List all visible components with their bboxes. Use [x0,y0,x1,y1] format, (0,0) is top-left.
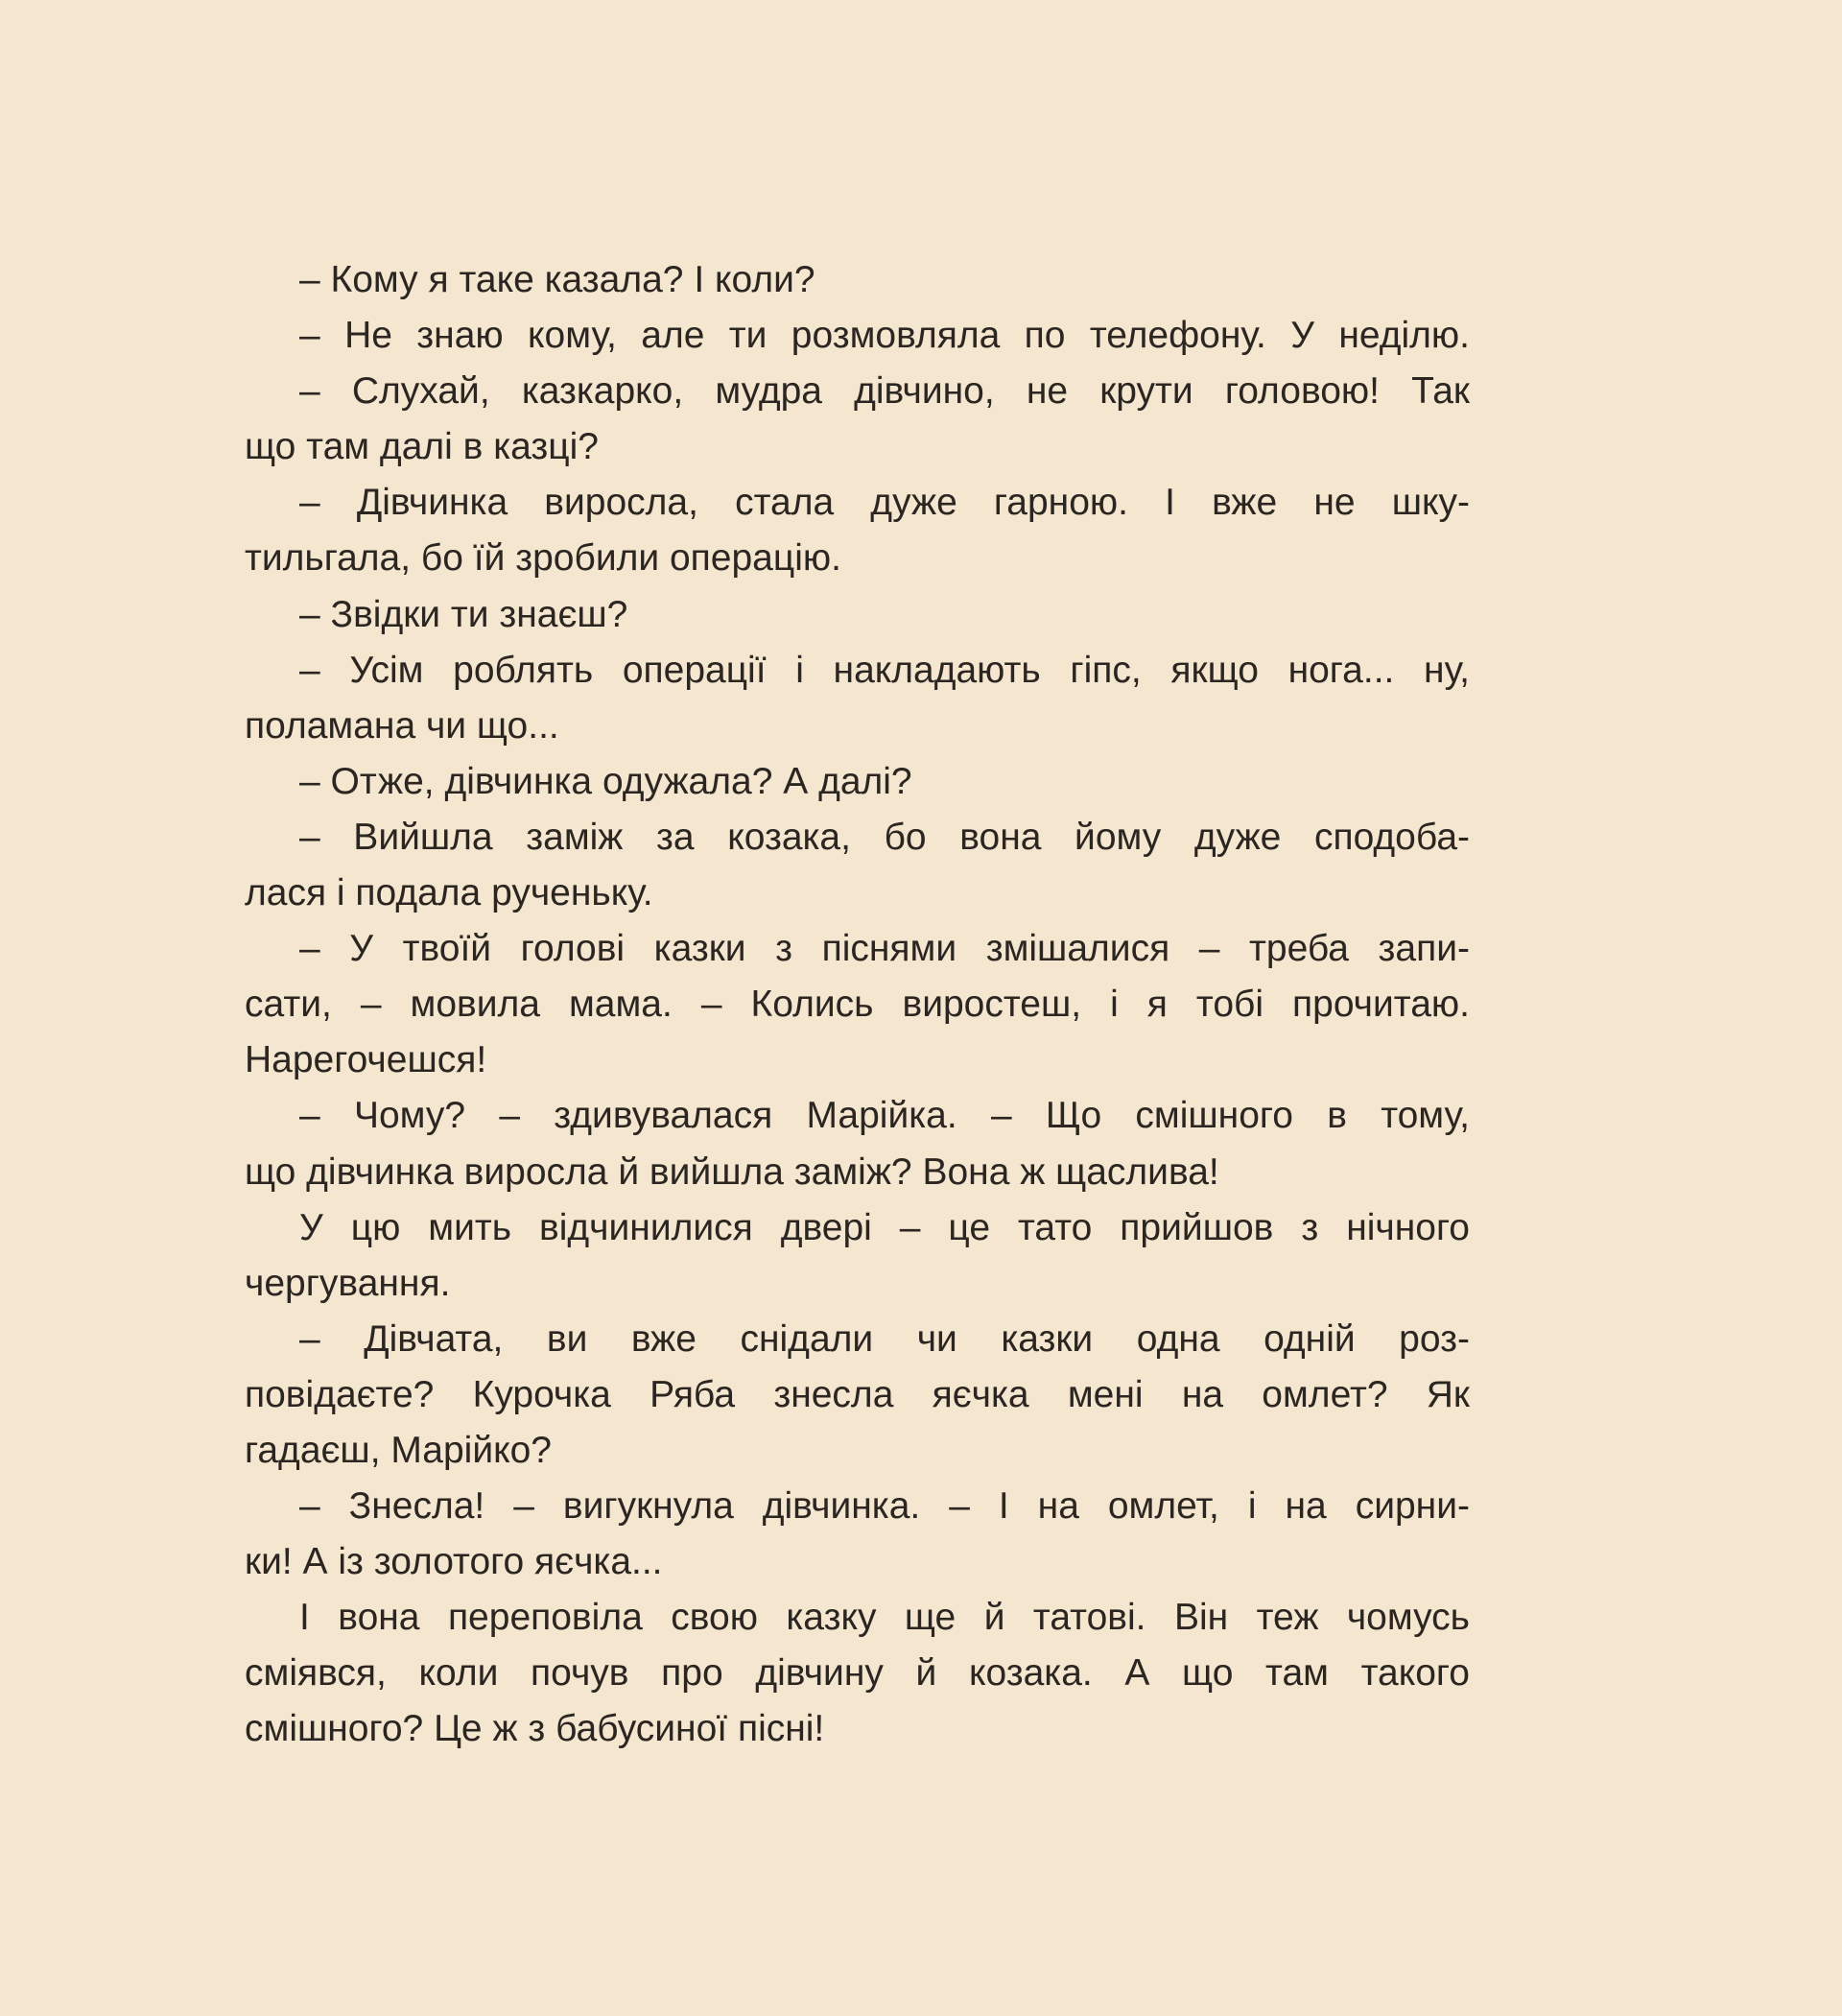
text-line: – Не знаю кому, але ти розмовляла по телефону. У неділю. [299,315,1470,357]
text-line: смішного? Це ж з бабусиної пісні! [245,1708,825,1750]
text-line: поламана чи що... [245,704,559,747]
text-line: лася і подала рученьку. [245,872,653,914]
text-line: що там далі в казці? [245,426,599,468]
text-line: – Дівчата, ви вже снідали чи казки одна одній роз- [299,1317,1470,1360]
text-line: – Отже, дівчинка одужала? А далі? [299,760,912,802]
text-line: повідаєте? Курочка Ряба знесла яєчка мені на омлет? Як [245,1373,1470,1415]
text-line: гадаєш, Марійко? [245,1429,552,1471]
text-line: – Вийшла заміж за козака, бо вона йому дуже сподоба- [299,816,1470,858]
text-line: тильгала, бо їй зробили операцію. [245,537,841,580]
text-line: У цю мить відчинилися двері – це тато прийшов з нічного [299,1206,1470,1248]
text-line: що дівчинка виросла й вийшла заміж? Вона ж щаслива! [245,1150,1219,1193]
text-line: І вона переповіла свою казку ще й татові. Він теж чомусь [299,1597,1470,1639]
text-line: – Слухай, казкарко, мудра дівчино, не крути головою! Так [299,370,1470,413]
text-line: сміявся, коли почув про дівчину й козака. А що там такого [245,1652,1470,1695]
text-line: – Знесла! – вигукнула дівчинка. – І на омлет, і на сирни- [299,1485,1470,1528]
text-line: Нарегочешся! [245,1039,487,1081]
text-line: – Дівчинка виросла, стала дуже гарною. І вже не шку- [299,482,1470,524]
text-line: – Кому я таке казала? І коли? [299,259,815,300]
story-text-block [245,252,1470,1758]
text-line: – Звідки ти знаєш? [299,593,628,635]
text-line: – У твоїй голові казки з піснями змішалися – треба запи- [299,928,1470,970]
text-line: – Чому? – здивувалася Марійка. – Що смішного в тому, [299,1095,1470,1137]
text-line: ки! А із золотого яєчка... [245,1541,663,1583]
text-line: чергування. [245,1262,451,1304]
text-line: – Усім роблять операції і накладають гіпс, якщо нога... ну, [299,649,1470,691]
text-line: сати, – мовила мама. – Колись виростеш, і я тобі прочитаю. [245,984,1470,1026]
